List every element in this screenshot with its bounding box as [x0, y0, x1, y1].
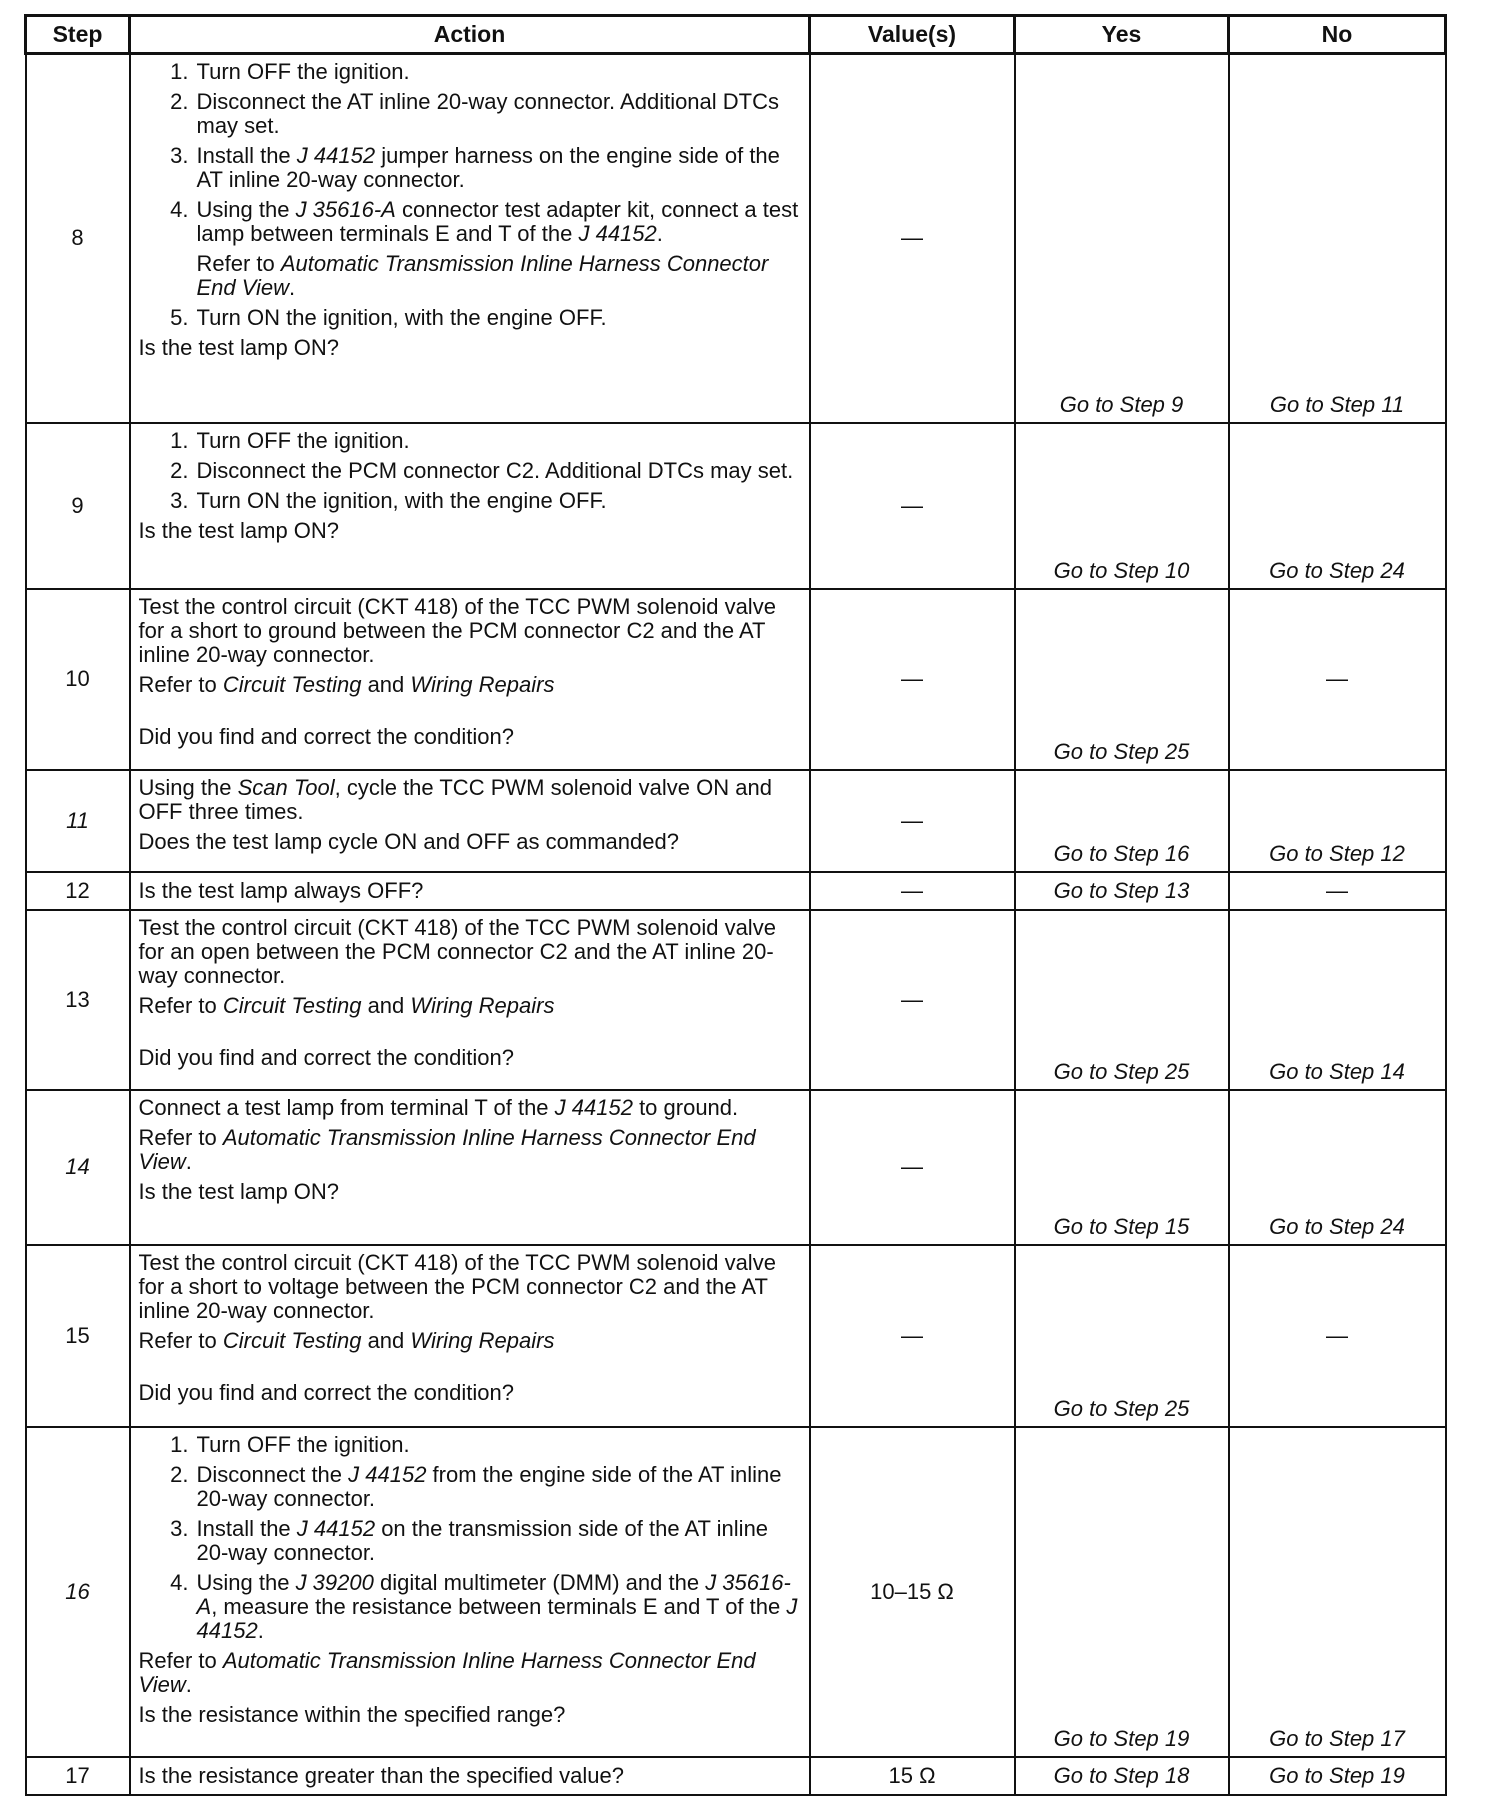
- value-cell: —: [810, 910, 1015, 1090]
- table-row: [26, 589, 1446, 770]
- step-number: 16: [26, 1427, 130, 1757]
- header-values: Value(s): [810, 16, 1015, 54]
- action-cell: [130, 1245, 810, 1427]
- action-cell: [130, 1427, 810, 1757]
- table-row: [26, 1245, 1446, 1427]
- list-item: 2. Disconnect the J 44152 from the engine side of the AT inline 20-way connector.: [170, 1461, 782, 1511]
- tool-ref: J 44152: [296, 1515, 376, 1541]
- tool-ref: Scan Tool: [237, 774, 335, 800]
- table-row: [26, 1757, 1446, 1795]
- table-row: [26, 1427, 1446, 1757]
- no-cell: Go to Step 24: [1229, 1090, 1446, 1245]
- ref-text: Refer to Automatic Transmission Inline Harness Connector End View.: [138, 1124, 756, 1174]
- table-row: [26, 872, 1446, 910]
- value-cell: 15 Ω: [810, 1757, 1015, 1795]
- step-number: 15: [26, 1245, 130, 1427]
- header-action: Action: [130, 16, 810, 54]
- tool-ref: J 35616-A: [295, 197, 396, 222]
- yes-cell: Go to Step 25: [1015, 910, 1229, 1090]
- list-item: 1. Turn OFF the ignition.: [170, 59, 410, 84]
- yes-cell: Go to Step 25: [1015, 1245, 1229, 1427]
- table-row: [26, 1090, 1446, 1245]
- list-item: 3. Turn ON the ignition, with the engine OFF.: [170, 487, 607, 513]
- doc-ref: Circuit Testing: [222, 1327, 362, 1353]
- value-cell: —: [810, 1245, 1015, 1427]
- action-text: Test the control circuit (CKT 418) of the TCC PWM solenoid valve for an open between the PCM connector C2 and the AT inline 20-way connector.: [138, 914, 776, 988]
- table-row: [26, 910, 1446, 1090]
- no-cell: Go to Step 11: [1229, 54, 1446, 423]
- yes-cell: Go to Step 13: [1015, 872, 1229, 910]
- action-cell: [130, 1757, 810, 1795]
- value-cell: —: [810, 872, 1015, 910]
- tool-ref: J 44152: [196, 1593, 798, 1643]
- tool-ref: J 39200: [295, 1569, 374, 1595]
- yes-cell: Go to Step 25: [1015, 589, 1229, 770]
- ref-text: Refer to Circuit Testing and Wiring Repairs: [138, 992, 555, 1018]
- list-item: 1. Turn OFF the ignition.: [170, 427, 410, 453]
- question-text: Did you find and correct the condition?: [138, 1044, 514, 1070]
- list-item: 3. Install the J 44152 jumper harness on the engine side of the AT inline 20-way connector.: [170, 143, 780, 192]
- tool-ref: J 44152: [578, 221, 657, 246]
- action-text: Test the control circuit (CKT 418) of the TCC PWM solenoid valve for a short to ground between the PCM connector C2 and the AT inline 20-way connector.: [138, 593, 776, 667]
- no-cell: Go to Step 12: [1229, 770, 1446, 872]
- yes-cell: Go to Step 18: [1015, 1757, 1229, 1795]
- doc-ref: Automatic Transmission Inline Harness Connector End View: [138, 1124, 756, 1174]
- doc-ref: Circuit Testing: [222, 992, 362, 1018]
- question-text: Does the test lamp cycle ON and OFF as commanded?: [138, 828, 679, 854]
- action-cell: [130, 423, 810, 589]
- doc-ref: Circuit Testing: [222, 671, 362, 697]
- action-cell: [130, 589, 810, 770]
- list-item: 3. Install the J 44152 on the transmission side of the AT inline 20-way connector.: [170, 1515, 769, 1565]
- value-cell: —: [810, 423, 1015, 589]
- step-number: 12: [26, 872, 130, 910]
- yes-cell: Go to Step 10: [1015, 423, 1229, 589]
- list-item: 2. Disconnect the PCM connector C2. Additional DTCs may set.: [170, 457, 794, 483]
- question-text: Is the resistance greater than the specified value?: [138, 1762, 625, 1788]
- tool-ref: J 35616-A: [196, 1569, 791, 1619]
- no-cell: —: [1229, 872, 1446, 910]
- yes-cell: Go to Step 16: [1015, 770, 1229, 872]
- question-text: Is the test lamp always OFF?: [138, 877, 424, 903]
- question-text: Is the test lamp ON?: [138, 335, 340, 360]
- yes-cell: Go to Step 19: [1015, 1427, 1229, 1757]
- tool-ref: J 44152: [296, 143, 376, 168]
- action-text: Test the control circuit (CKT 418) of the TCC PWM solenoid valve for a short to voltage between the PCM connector C2 and the AT inline 20-way connector.: [138, 1249, 776, 1323]
- doc-ref: Wiring Repairs: [410, 1327, 555, 1353]
- no-cell: Go to Step 14: [1229, 910, 1446, 1090]
- question-text: Did you find and correct the condition?: [138, 1379, 514, 1405]
- tool-ref: J 44152: [554, 1094, 633, 1120]
- step-number: 14: [26, 1090, 130, 1245]
- action-cell: [130, 872, 810, 910]
- list-item: 2. Disconnect the AT inline 20-way connector. Additional DTCs may set.: [170, 89, 779, 138]
- yes-cell: Go to Step 15: [1015, 1090, 1229, 1245]
- yes-cell: Go to Step 9: [1015, 54, 1229, 423]
- step-number: 9: [26, 423, 130, 589]
- doc-ref: Wiring Repairs: [410, 992, 555, 1018]
- action-cell: [130, 770, 810, 872]
- step-number: 8: [26, 54, 130, 423]
- list-item: 4. Using the J 39200 digital multimeter (DMM) and the J 35616-A, measure the resistance between terminals E and T of the J 44152.: [170, 1569, 798, 1643]
- list-item: 4. Using the J 35616-A connector test adapter kit, connect a test lamp between terminals E and T of the J 44152.: [170, 197, 799, 246]
- no-cell: Go to Step 24: [1229, 423, 1446, 589]
- question-text: Is the test lamp ON?: [138, 1178, 340, 1204]
- no-cell: —: [1229, 1245, 1446, 1427]
- step-number: 13: [26, 910, 130, 1090]
- header-step: Step: [26, 16, 130, 54]
- table-row: [26, 423, 1446, 589]
- diagnostic-table: [24, 14, 1447, 1796]
- ref-text: Refer to Automatic Transmission Inline Harness Connector End View.: [138, 1647, 756, 1697]
- value-cell: —: [810, 54, 1015, 423]
- no-cell: Go to Step 17: [1229, 1427, 1446, 1757]
- doc-ref: Automatic Transmission Inline Harness Connector End View: [138, 1647, 756, 1697]
- action-cell: [130, 54, 810, 423]
- table-row: [26, 54, 1446, 423]
- action-cell: [130, 910, 810, 1090]
- doc-ref: Wiring Repairs: [410, 671, 555, 697]
- ref-text: Refer to Circuit Testing and Wiring Repairs: [138, 671, 555, 697]
- tool-ref: J 44152: [348, 1461, 427, 1487]
- header-no: No: [1229, 16, 1446, 54]
- no-cell: —: [1229, 589, 1446, 770]
- ref-text: Refer to Circuit Testing and Wiring Repairs: [138, 1327, 555, 1353]
- header-yes: Yes: [1015, 16, 1229, 54]
- step-number: 10: [26, 589, 130, 770]
- step-number: 11: [26, 770, 130, 872]
- value-cell: 10–15 Ω: [810, 1427, 1015, 1757]
- action-text: Connect a test lamp from terminal T of the J 44152 to ground.: [138, 1094, 739, 1120]
- list-item: 1. Turn OFF the ignition.: [170, 1431, 410, 1457]
- list-item-ref: Refer to Automatic Transmission Inline Harness Connector End View.: [196, 251, 769, 300]
- action-cell: [130, 1090, 810, 1245]
- question-text: Did you find and correct the condition?: [138, 723, 514, 749]
- no-cell: Go to Step 19: [1229, 1757, 1446, 1795]
- question-text: Is the test lamp ON?: [138, 517, 340, 543]
- doc-ref: Automatic Transmission Inline Harness Connector End View: [196, 251, 769, 300]
- value-cell: —: [810, 1090, 1015, 1245]
- table-row: [26, 770, 1446, 872]
- action-text: Using the Scan Tool, cycle the TCC PWM solenoid valve ON and OFF three times.: [138, 774, 772, 824]
- value-cell: —: [810, 589, 1015, 770]
- table-header-row: [26, 16, 1446, 54]
- question-text: Is the resistance within the specified range?: [138, 1701, 566, 1727]
- step-number: 17: [26, 1757, 130, 1795]
- list-item: 5. Turn ON the ignition, with the engine OFF.: [170, 305, 607, 330]
- value-cell: —: [810, 770, 1015, 872]
